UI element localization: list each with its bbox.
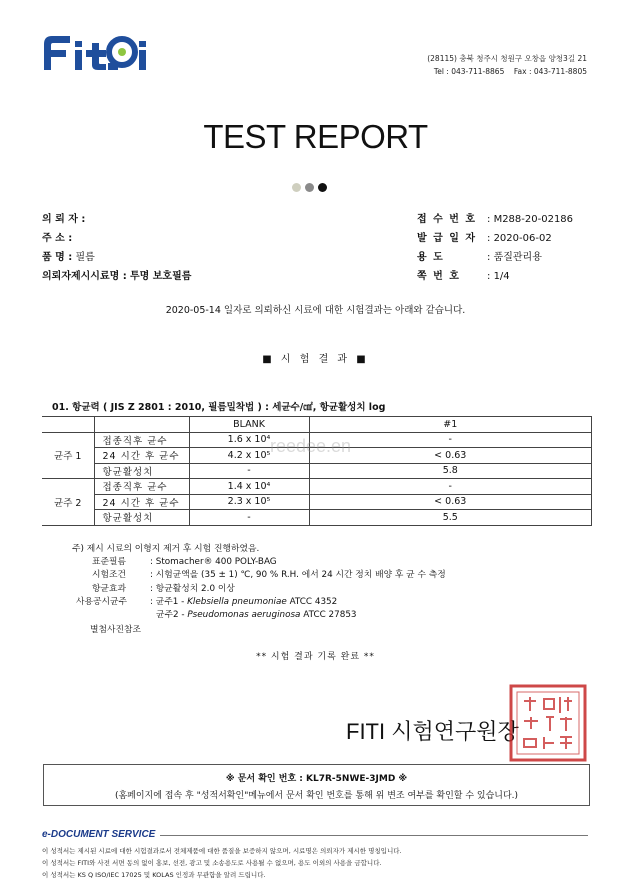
note-strain-2 bbox=[156, 609, 446, 622]
results-table bbox=[42, 416, 592, 526]
row-item: 항균활성치 bbox=[94, 510, 189, 526]
confirm-number: ※ 문서 확인 번호 : KL7R-5NWE-3JMD ※ bbox=[225, 774, 408, 784]
blank-value: - bbox=[189, 463, 309, 479]
note-value: : Stomacher® 400 POLY-BAG bbox=[150, 557, 277, 568]
decorative-dots bbox=[292, 177, 331, 196]
info-row-issue-date: 발 급 일 자 : 2020-06-02 bbox=[417, 229, 573, 248]
note-label: 시험조건 bbox=[92, 570, 126, 581]
note-value: : 시험균액을 (35 ± 1) ℃, 90 % R.H. 에서 24 시간 정치 배양 후 균 수 측정 bbox=[150, 570, 446, 581]
report-info bbox=[417, 210, 573, 286]
edocument-title: e-DOCUMENT SERVICE bbox=[42, 829, 156, 840]
note-label: 표준필름 bbox=[92, 557, 126, 568]
table-row bbox=[42, 510, 592, 526]
row-item: 24 시간 후 균수 bbox=[94, 448, 189, 464]
label: 접 수 번 호 bbox=[417, 214, 477, 225]
label: 주 소 : bbox=[42, 233, 73, 244]
column-header-sample: #1 bbox=[309, 417, 592, 433]
label: 쪽 번 호 bbox=[417, 271, 461, 282]
strain-name: Klebsiella pneumoniae bbox=[187, 596, 287, 607]
dot-1 bbox=[292, 183, 301, 192]
info-row-purpose: 용 도 : 품질관리용 bbox=[417, 248, 573, 267]
value: 1/4 bbox=[493, 271, 510, 282]
label: 의뢰자제시시료명 : bbox=[42, 271, 127, 282]
note-film bbox=[92, 556, 446, 569]
notes bbox=[72, 543, 446, 637]
info-row-sample bbox=[42, 267, 191, 286]
blank-value: 1.6 x 10⁴ bbox=[189, 432, 309, 448]
watermark: reedee.en bbox=[270, 436, 352, 456]
blank-value: 2.3 x 10⁵ bbox=[189, 494, 309, 510]
signature-text: FITI 시험연구원장 bbox=[346, 719, 519, 744]
note-value: 균주2 - bbox=[156, 610, 188, 621]
sample-value: 5.5 bbox=[309, 510, 592, 526]
note-intro: 주) 제시 시료의 이형지 제거 후 시험 진행하였음. bbox=[72, 544, 260, 554]
label: 품 명 : bbox=[42, 252, 73, 263]
confirm-instructions: (홈페이지에 접속 후 "성적서확인"메뉴에서 문서 확인 번호를 통해 위 변조 여부를 확인할 수 있습니다.) bbox=[114, 791, 519, 801]
group-label: 균주 2 bbox=[42, 479, 94, 526]
client-info bbox=[42, 210, 191, 286]
sample-value: - bbox=[309, 432, 592, 448]
contact-line bbox=[427, 65, 587, 78]
note-value: : 항균활성치 2.0 이상 bbox=[150, 583, 235, 594]
row-item: 24 시간 후 균수 bbox=[94, 494, 189, 510]
table-row bbox=[42, 479, 592, 495]
sample-value: - bbox=[309, 479, 592, 495]
divider bbox=[160, 835, 588, 836]
info-row-receipt-no: 접 수 번 호 : M288-20-02186 bbox=[417, 210, 573, 229]
document-confirm-box bbox=[43, 764, 590, 806]
company-address-block bbox=[427, 52, 587, 78]
note-label: 사용공시균주 bbox=[76, 596, 127, 607]
disclaimer-line: 이 성적서는 제시된 시료에 대한 시험결과로서 전체제품에 대한 품질을 보증하지 않으며, 시료명은 의뢰자가 제시한 명칭입니다. bbox=[42, 847, 402, 855]
address: (28115) 충북 청주시 청원구 오창읍 양청3길 21 bbox=[427, 54, 587, 63]
note-value: : 균주1 - bbox=[150, 596, 188, 607]
label: 의 뢰 자 : bbox=[42, 214, 86, 225]
blank-value: 1.4 x 10⁴ bbox=[189, 479, 309, 495]
table-row bbox=[42, 463, 592, 479]
row-item: 항균활성치 bbox=[94, 463, 189, 479]
info-row-product bbox=[42, 248, 191, 267]
table-header-row bbox=[42, 417, 592, 433]
disclaimer-line: 이 성적서는 KS Q ISO/IEC 17025 및 KOLAS 인정과 무관함을 알려 드립니다. bbox=[42, 871, 266, 879]
table-row bbox=[42, 494, 592, 510]
note-value: ATCC 4352 bbox=[286, 596, 338, 607]
note-condition bbox=[92, 569, 446, 582]
section-title: ■ 시 험 결 과 ■ bbox=[262, 354, 369, 365]
intro-text: 2020-05-14 일자로 의뢰하신 시료에 대한 시험결과는 아래와 같습니다. bbox=[165, 305, 466, 316]
info-row-address bbox=[42, 229, 191, 248]
note-effect bbox=[92, 583, 446, 596]
group-label: 균주 1 bbox=[42, 432, 94, 479]
disclaimers bbox=[42, 845, 402, 881]
tel: Tel : 043-711-8865 bbox=[433, 67, 505, 76]
note-strain-1 bbox=[76, 596, 446, 609]
official-seal bbox=[508, 683, 588, 763]
value: 품질관리용 bbox=[493, 252, 542, 263]
sample-value: 5.8 bbox=[309, 463, 592, 479]
blank-value: 4.2 x 10⁵ bbox=[189, 448, 309, 464]
end-text: ** 시험 결과 기록 완료 ** bbox=[256, 652, 375, 662]
fiti-logo bbox=[42, 30, 152, 78]
sample-value: < 0.63 bbox=[309, 494, 592, 510]
value: 필름 bbox=[75, 252, 95, 263]
strain-name: Pseudomonas aeruginosa bbox=[187, 610, 301, 621]
report-title: TEST REPORT bbox=[203, 118, 428, 155]
value: 투명 보호필름 bbox=[129, 271, 192, 282]
row-item: 접종직후 균수 bbox=[94, 479, 189, 495]
note-value: ATCC 27853 bbox=[300, 610, 357, 621]
value: M288-20-02186 bbox=[493, 214, 574, 225]
sample-value: < 0.63 bbox=[309, 448, 592, 464]
test-heading: 01. 항균력 ( JIS Z 2801 : 2010, 필름밀착법 ) : 세균수/㎠, 항균활성치 log bbox=[52, 402, 386, 413]
note-photo: 별첨사진참조 bbox=[90, 625, 141, 636]
info-row-page: 쪽 번 호 : 1/4 bbox=[417, 267, 573, 286]
value: 2020-06-02 bbox=[493, 233, 552, 244]
column-header-blank: BLANK bbox=[189, 417, 309, 433]
dot-2 bbox=[305, 183, 314, 192]
dot-3 bbox=[318, 183, 327, 192]
fax: Fax : 043-711-8805 bbox=[513, 67, 587, 76]
row-item: 접종직후 균수 bbox=[94, 432, 189, 448]
disclaimer-line: 이 성적서는 FITI와 사전 서면 동의 없이 홍보, 선전, 광고 및 소송용도로 사용될 수 없으며, 용도 이외의 사용을 금합니다. bbox=[42, 859, 382, 867]
blank-value: - bbox=[189, 510, 309, 526]
label: 발 급 일 자 bbox=[417, 233, 477, 244]
note-label: 항균효과 bbox=[92, 583, 126, 594]
label: 용 도 bbox=[417, 252, 445, 263]
info-row-client bbox=[42, 210, 191, 229]
